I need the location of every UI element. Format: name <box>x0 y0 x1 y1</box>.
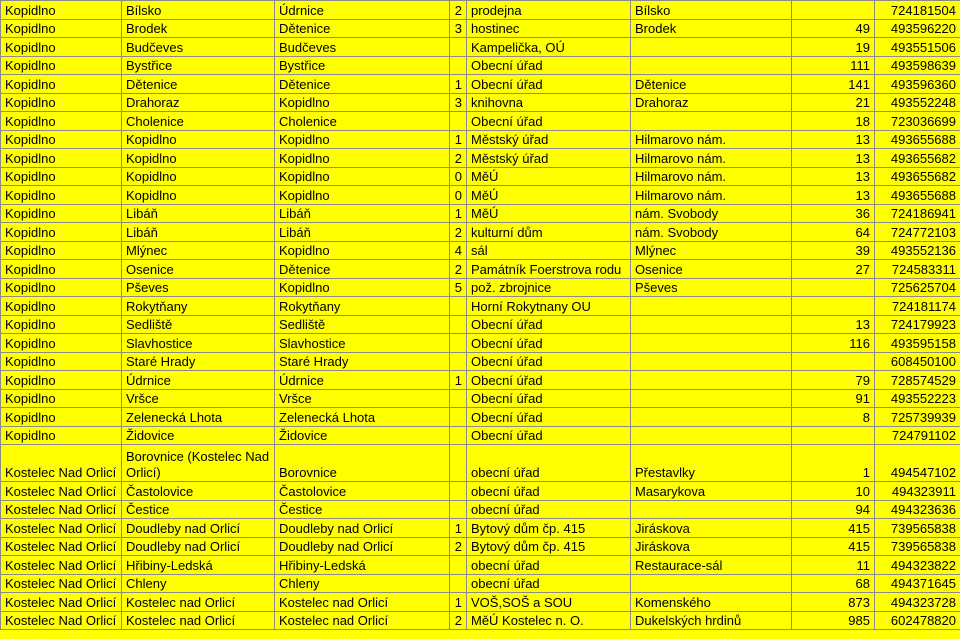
cast-obce-cell[interactable]: Kopidlno <box>275 149 450 168</box>
cp-cell[interactable]: 141 <box>792 75 875 94</box>
cast-obce-cell[interactable]: Čestice <box>275 500 450 519</box>
okres-cell[interactable]: Kopidlno <box>1 204 122 223</box>
okrsek-cell[interactable] <box>450 426 467 445</box>
obec-cell[interactable]: Brodek <box>122 19 275 38</box>
okres-cell[interactable]: Kopidlno <box>1 93 122 112</box>
cp-cell[interactable]: 68 <box>792 574 875 593</box>
okrsek-cell[interactable] <box>450 574 467 593</box>
cast-obce-cell[interactable]: Libáň <box>275 223 450 242</box>
cast-obce-cell[interactable]: Budčeves <box>275 38 450 57</box>
ulice-cell[interactable]: Restaurace-sál <box>631 556 792 575</box>
cp-cell[interactable]: 985 <box>792 611 875 630</box>
misto-cell[interactable]: VOŠ,SOŠ a SOU <box>467 593 631 612</box>
misto-cell[interactable]: Obecní úřad <box>467 112 631 131</box>
obec-cell[interactable]: Údrnice <box>122 371 275 390</box>
ulice-cell[interactable]: nám. Svobody <box>631 223 792 242</box>
cp-cell[interactable]: 49 <box>792 19 875 38</box>
cast-obce-cell[interactable]: Kopidlno <box>275 241 450 260</box>
ulice-cell[interactable] <box>631 112 792 131</box>
table-row <box>1 93 960 112</box>
obec-cell[interactable]: Libáň <box>122 204 275 223</box>
cp-cell[interactable]: 13 <box>792 315 875 334</box>
okres-cell[interactable]: Kostelec Nad Orlicí <box>1 519 122 538</box>
okrsek-cell[interactable]: 1 <box>450 75 467 94</box>
okres-cell[interactable]: Kopidlno <box>1 426 122 445</box>
okres-cell[interactable]: Kopidlno <box>1 112 122 131</box>
cp-cell[interactable]: 13 <box>792 149 875 168</box>
cp-cell[interactable]: 10 <box>792 482 875 501</box>
telefon-cell[interactable]: 493655682 <box>875 167 960 186</box>
obec-cell[interactable]: Staré Hrady <box>122 352 275 371</box>
okres-cell[interactable]: Kopidlno <box>1 186 122 205</box>
ulice-cell[interactable]: Dětenice <box>631 75 792 94</box>
telefon-cell[interactable]: 725739939 <box>875 408 960 427</box>
misto-cell[interactable]: Obecní úřad <box>467 426 631 445</box>
obec-cell[interactable]: Kostelec nad Orlicí <box>122 593 275 612</box>
ulice-cell[interactable]: Bílsko <box>631 1 792 20</box>
table-row <box>1 389 960 408</box>
table-row <box>1 537 960 556</box>
obec-cell[interactable]: Doudleby nad Orlicí <box>122 537 275 556</box>
okres-cell[interactable]: Kostelec Nad Orlicí <box>1 537 122 556</box>
table-row <box>1 500 960 519</box>
misto-cell[interactable]: obecní úřad <box>467 445 631 482</box>
table-row <box>1 593 960 612</box>
misto-cell[interactable]: MěÚ <box>467 167 631 186</box>
ulice-cell[interactable]: Hilmarovo nám. <box>631 167 792 186</box>
misto-cell[interactable]: obecní úřad <box>467 500 631 519</box>
table-row <box>1 556 960 575</box>
misto-cell[interactable]: Obecní úřad <box>467 389 631 408</box>
table-row <box>1 445 960 482</box>
okres-cell[interactable]: Kopidlno <box>1 297 122 316</box>
telefon-cell[interactable]: 739565838 <box>875 519 960 538</box>
table-row <box>1 75 960 94</box>
okres-cell[interactable]: Kopidlno <box>1 241 122 260</box>
obec-cell[interactable]: Čestice <box>122 500 275 519</box>
telefon-cell[interactable]: 493596360 <box>875 75 960 94</box>
misto-cell[interactable]: prodejna <box>467 1 631 20</box>
cast-obce-cell[interactable]: Borovnice <box>275 445 450 482</box>
table-body <box>1 1 960 630</box>
cast-obce-cell[interactable]: Vršce <box>275 389 450 408</box>
ulice-cell[interactable] <box>631 38 792 57</box>
table-row <box>1 278 960 297</box>
misto-cell[interactable]: obecní úřad <box>467 574 631 593</box>
cast-obce-cell[interactable]: Zelenecká Lhota <box>275 408 450 427</box>
okres-cell[interactable]: Kopidlno <box>1 56 122 75</box>
misto-cell[interactable]: sál <box>467 241 631 260</box>
cp-cell[interactable]: 13 <box>792 130 875 149</box>
telefon-cell[interactable]: 724772103 <box>875 223 960 242</box>
cast-obce-cell[interactable]: Údrnice <box>275 1 450 20</box>
obec-cell[interactable]: Drahoraz <box>122 93 275 112</box>
cp-cell[interactable]: 415 <box>792 519 875 538</box>
cast-obce-cell[interactable]: Slavhostice <box>275 334 450 353</box>
misto-cell[interactable]: Obecní úřad <box>467 352 631 371</box>
obec-cell[interactable]: Kopidlno <box>122 149 275 168</box>
cast-obce-cell[interactable]: Údrnice <box>275 371 450 390</box>
table-row <box>1 334 960 353</box>
okres-cell[interactable]: Kopidlno <box>1 1 122 20</box>
misto-cell[interactable]: Památník Foerstrova rodu <box>467 260 631 279</box>
telefon-cell[interactable]: 493551506 <box>875 38 960 57</box>
okres-cell[interactable]: Kopidlno <box>1 334 122 353</box>
okrsek-cell[interactable] <box>450 56 467 75</box>
ulice-cell[interactable] <box>631 371 792 390</box>
table-row <box>1 130 960 149</box>
ulice-cell[interactable]: Mlýnec <box>631 241 792 260</box>
telefon-cell[interactable]: 494371645 <box>875 574 960 593</box>
ulice-cell[interactable]: Masarykova <box>631 482 792 501</box>
okres-cell[interactable]: Kopidlno <box>1 352 122 371</box>
okrsek-cell[interactable]: 1 <box>450 593 467 612</box>
okrsek-cell[interactable] <box>450 112 467 131</box>
table-row <box>1 112 960 131</box>
telefon-cell[interactable]: 493595158 <box>875 334 960 353</box>
misto-cell[interactable]: pož. zbrojnice <box>467 278 631 297</box>
cast-obce-cell[interactable]: Libáň <box>275 204 450 223</box>
telefon-cell[interactable]: 724186941 <box>875 204 960 223</box>
cast-obce-cell[interactable]: Staré Hrady <box>275 352 450 371</box>
okres-cell[interactable]: Kostelec Nad Orlicí <box>1 593 122 612</box>
cp-cell[interactable]: 19 <box>792 38 875 57</box>
ulice-cell[interactable]: Pševes <box>631 278 792 297</box>
misto-cell[interactable]: MěÚ <box>467 204 631 223</box>
misto-cell[interactable]: Obecní úřad <box>467 56 631 75</box>
telefon-cell[interactable]: 724181174 <box>875 297 960 316</box>
okrsek-cell[interactable]: 1 <box>450 371 467 390</box>
cast-obce-cell[interactable]: Doudleby nad Orlicí <box>275 537 450 556</box>
cast-obce-cell[interactable]: Kopidlno <box>275 93 450 112</box>
obec-cell[interactable]: Rokytňany <box>122 297 275 316</box>
okrsek-cell[interactable]: 3 <box>450 93 467 112</box>
telefon-cell[interactable]: 724179923 <box>875 315 960 334</box>
cast-obce-cell[interactable]: Kopidlno <box>275 130 450 149</box>
okrsek-cell[interactable] <box>450 408 467 427</box>
cp-cell[interactable]: 13 <box>792 167 875 186</box>
ulice-cell[interactable] <box>631 352 792 371</box>
ulice-cell[interactable]: Hilmarovo nám. <box>631 186 792 205</box>
table-row <box>1 426 960 445</box>
cp-cell[interactable]: 18 <box>792 112 875 131</box>
cast-obce-cell[interactable]: Kostelec nad Orlicí <box>275 593 450 612</box>
okres-cell[interactable]: Kopidlno <box>1 19 122 38</box>
okres-cell[interactable]: Kopidlno <box>1 130 122 149</box>
telefon-cell[interactable]: 494323636 <box>875 500 960 519</box>
ulice-cell[interactable]: Přestavlky <box>631 445 792 482</box>
okres-cell[interactable]: Kopidlno <box>1 75 122 94</box>
okrsek-cell[interactable] <box>450 389 467 408</box>
table-row <box>1 167 960 186</box>
okrsek-cell[interactable] <box>450 352 467 371</box>
ulice-cell[interactable] <box>631 315 792 334</box>
cast-obce-cell[interactable]: Hřibiny-Ledská <box>275 556 450 575</box>
ulice-cell[interactable] <box>631 56 792 75</box>
okres-cell[interactable]: Kopidlno <box>1 408 122 427</box>
cp-cell[interactable]: 111 <box>792 56 875 75</box>
okrsek-cell[interactable]: 5 <box>450 278 467 297</box>
obec-cell[interactable]: Zelenecká Lhota <box>122 408 275 427</box>
cast-obce-cell[interactable]: Kostelec nad Orlicí <box>275 611 450 630</box>
cp-cell[interactable]: 873 <box>792 593 875 612</box>
ulice-cell[interactable] <box>631 500 792 519</box>
table-row <box>1 611 960 630</box>
cp-cell[interactable] <box>792 426 875 445</box>
cast-obce-cell[interactable]: Židovice <box>275 426 450 445</box>
misto-cell[interactable]: Obecní úřad <box>467 315 631 334</box>
ulice-cell[interactable] <box>631 426 792 445</box>
table-row <box>1 352 960 371</box>
okrsek-cell[interactable]: 2 <box>450 223 467 242</box>
ulice-cell[interactable]: Hilmarovo nám. <box>631 149 792 168</box>
obec-cell[interactable]: Vršce <box>122 389 275 408</box>
okrsek-cell[interactable]: 4 <box>450 241 467 260</box>
obec-cell[interactable]: Doudleby nad Orlicí <box>122 519 275 538</box>
telefon-cell[interactable]: 739565838 <box>875 537 960 556</box>
table-row <box>1 186 960 205</box>
misto-cell[interactable]: obecní úřad <box>467 556 631 575</box>
cp-cell[interactable]: 64 <box>792 223 875 242</box>
table-row <box>1 56 960 75</box>
misto-cell[interactable]: Kampelička, OÚ <box>467 38 631 57</box>
telefon-cell[interactable]: 494547102 <box>875 445 960 482</box>
telefon-cell[interactable]: 493655688 <box>875 130 960 149</box>
okres-cell[interactable]: Kostelec Nad Orlicí <box>1 556 122 575</box>
misto-cell[interactable]: Obecní úřad <box>467 75 631 94</box>
ulice-cell[interactable]: Dukelských hrdinů <box>631 611 792 630</box>
okrsek-cell[interactable]: 0 <box>450 167 467 186</box>
misto-cell[interactable]: Horní Rokytnany OU <box>467 297 631 316</box>
ulice-cell[interactable] <box>631 408 792 427</box>
table-row <box>1 519 960 538</box>
obec-cell[interactable]: Dětenice <box>122 75 275 94</box>
okres-cell[interactable]: Kopidlno <box>1 371 122 390</box>
okres-cell[interactable]: Kostelec Nad Orlicí <box>1 611 122 630</box>
ulice-cell[interactable] <box>631 297 792 316</box>
okrsek-cell[interactable]: 2 <box>450 260 467 279</box>
table-row <box>1 223 960 242</box>
obec-cell[interactable]: Chleny <box>122 574 275 593</box>
ulice-cell[interactable]: Hilmarovo nám. <box>631 130 792 149</box>
ulice-cell[interactable]: nám. Svobody <box>631 204 792 223</box>
obec-cell[interactable]: Bílsko <box>122 1 275 20</box>
cp-cell[interactable]: 91 <box>792 389 875 408</box>
ulice-cell[interactable] <box>631 574 792 593</box>
table-row <box>1 315 960 334</box>
misto-cell[interactable]: Bytový dům čp. 415 <box>467 519 631 538</box>
cast-obce-cell[interactable]: Chleny <box>275 574 450 593</box>
obec-cell[interactable]: Pševes <box>122 278 275 297</box>
ulice-cell[interactable]: Jiráskova <box>631 537 792 556</box>
okrsek-cell[interactable] <box>450 556 467 575</box>
okres-cell[interactable]: Kopidlno <box>1 167 122 186</box>
okrsek-cell[interactable]: 2 <box>450 537 467 556</box>
obec-cell[interactable]: Židovice <box>122 426 275 445</box>
okrsek-cell[interactable]: 1 <box>450 204 467 223</box>
obec-cell[interactable]: Cholenice <box>122 112 275 131</box>
telefon-cell[interactable]: 494323728 <box>875 593 960 612</box>
okrsek-cell[interactable] <box>450 297 467 316</box>
telefon-cell[interactable]: 493655682 <box>875 149 960 168</box>
okrsek-cell[interactable] <box>450 334 467 353</box>
okrsek-cell[interactable] <box>450 500 467 519</box>
cp-cell[interactable] <box>792 278 875 297</box>
misto-cell[interactable]: Městský úřad <box>467 130 631 149</box>
cp-cell[interactable]: 8 <box>792 408 875 427</box>
misto-cell[interactable]: hostinec <box>467 19 631 38</box>
table-row <box>1 38 960 57</box>
table-row <box>1 19 960 38</box>
okrsek-cell[interactable]: 2 <box>450 1 467 20</box>
cast-obce-cell[interactable]: Doudleby nad Orlicí <box>275 519 450 538</box>
telefon-cell[interactable]: 494323822 <box>875 556 960 575</box>
cast-obce-cell[interactable]: Rokytňany <box>275 297 450 316</box>
okrsek-cell[interactable]: 1 <box>450 130 467 149</box>
okres-cell[interactable]: Kopidlno <box>1 38 122 57</box>
okrsek-cell[interactable]: 2 <box>450 611 467 630</box>
ulice-cell[interactable]: Jiráskova <box>631 519 792 538</box>
telefon-cell[interactable]: 728574529 <box>875 371 960 390</box>
cast-obce-cell[interactable]: Kopidlno <box>275 186 450 205</box>
okrsek-cell[interactable]: 2 <box>450 149 467 168</box>
cast-obce-cell[interactable]: Kopidlno <box>275 278 450 297</box>
okres-cell[interactable]: Kostelec Nad Orlicí <box>1 574 122 593</box>
cast-obce-cell[interactable]: Cholenice <box>275 112 450 131</box>
telefon-cell[interactable]: 724181504 <box>875 1 960 20</box>
obec-cell[interactable]: Hřibiny-Ledská <box>122 556 275 575</box>
okrsek-cell[interactable]: 0 <box>450 186 467 205</box>
misto-cell[interactable]: MěÚ Kostelec n. O. <box>467 611 631 630</box>
okrsek-cell[interactable] <box>450 315 467 334</box>
misto-cell[interactable]: obecní úřad <box>467 482 631 501</box>
cp-cell[interactable] <box>792 1 875 20</box>
telefon-cell[interactable]: 494323911 <box>875 482 960 501</box>
misto-cell[interactable]: kulturní dům <box>467 223 631 242</box>
obec-cell[interactable]: Kostelec nad Orlicí <box>122 611 275 630</box>
obec-cell[interactable]: Kopidlno <box>122 130 275 149</box>
cp-cell[interactable]: 1 <box>792 445 875 482</box>
ulice-cell[interactable]: Drahoraz <box>631 93 792 112</box>
okres-cell[interactable]: Kostelec Nad Orlicí <box>1 445 122 482</box>
cp-cell[interactable]: 13 <box>792 186 875 205</box>
cp-cell[interactable]: 79 <box>792 371 875 390</box>
cp-cell[interactable]: 27 <box>792 260 875 279</box>
ulice-cell[interactable] <box>631 389 792 408</box>
cast-obce-cell[interactable]: Kopidlno <box>275 167 450 186</box>
cp-cell[interactable] <box>792 297 875 316</box>
okres-cell[interactable]: Kostelec Nad Orlicí <box>1 500 122 519</box>
okres-cell[interactable]: Kopidlno <box>1 389 122 408</box>
obec-cell[interactable]: Bystřice <box>122 56 275 75</box>
obec-cell[interactable]: Slavhostice <box>122 334 275 353</box>
cast-obce-cell[interactable]: Bystřice <box>275 56 450 75</box>
telefon-cell[interactable]: 608450100 <box>875 352 960 371</box>
cast-obce-cell[interactable]: Dětenice <box>275 260 450 279</box>
cp-cell[interactable]: 11 <box>792 556 875 575</box>
cp-cell[interactable]: 36 <box>792 204 875 223</box>
table-row <box>1 1 960 20</box>
misto-cell[interactable]: Obecní úřad <box>467 334 631 353</box>
telefon-cell[interactable]: 493552223 <box>875 389 960 408</box>
telefon-cell[interactable]: 602478820 <box>875 611 960 630</box>
table-row <box>1 241 960 260</box>
okrsek-cell[interactable]: 3 <box>450 19 467 38</box>
telefon-cell[interactable]: 724583311 <box>875 260 960 279</box>
cp-cell[interactable]: 116 <box>792 334 875 353</box>
cast-obce-cell[interactable]: Dětenice <box>275 19 450 38</box>
table-row <box>1 260 960 279</box>
ulice-cell[interactable] <box>631 334 792 353</box>
telefon-cell[interactable]: 493552136 <box>875 241 960 260</box>
misto-cell[interactable]: Bytový dům čp. 415 <box>467 537 631 556</box>
cp-cell[interactable]: 94 <box>792 500 875 519</box>
okres-cell[interactable]: Kopidlno <box>1 260 122 279</box>
telefon-cell[interactable]: 724791102 <box>875 426 960 445</box>
okres-cell[interactable]: Kopidlno <box>1 149 122 168</box>
table-row <box>1 482 960 501</box>
obec-cell[interactable]: Mlýnec <box>122 241 275 260</box>
ulice-cell[interactable]: Osenice <box>631 260 792 279</box>
obec-cell[interactable]: Budčeves <box>122 38 275 57</box>
telefon-cell[interactable]: 493655688 <box>875 186 960 205</box>
cp-cell[interactable]: 21 <box>792 93 875 112</box>
table-row <box>1 149 960 168</box>
cast-obce-cell[interactable]: Sedliště <box>275 315 450 334</box>
okres-cell[interactable]: Kopidlno <box>1 278 122 297</box>
misto-cell[interactable]: Obecní úřad <box>467 408 631 427</box>
cp-cell[interactable]: 415 <box>792 537 875 556</box>
telefon-cell[interactable]: 493598639 <box>875 56 960 75</box>
okrsek-cell[interactable] <box>450 482 467 501</box>
obec-cell[interactable]: Libáň <box>122 223 275 242</box>
obec-cell[interactable]: Sedliště <box>122 315 275 334</box>
ulice-cell[interactable]: Komenského <box>631 593 792 612</box>
okres-cell[interactable]: Kostelec Nad Orlicí <box>1 482 122 501</box>
telefon-cell[interactable]: 493552248 <box>875 93 960 112</box>
ulice-cell[interactable]: Brodek <box>631 19 792 38</box>
table-row <box>1 408 960 427</box>
okrsek-cell[interactable] <box>450 445 467 482</box>
obec-cell[interactable]: Kopidlno <box>122 186 275 205</box>
obec-cell[interactable]: Osenice <box>122 260 275 279</box>
table-row <box>1 204 960 223</box>
cp-cell[interactable] <box>792 352 875 371</box>
obec-cell[interactable]: Častolovice <box>122 482 275 501</box>
obec-cell[interactable]: Kopidlno <box>122 167 275 186</box>
misto-cell[interactable]: Městský úřad <box>467 149 631 168</box>
cp-cell[interactable]: 39 <box>792 241 875 260</box>
okrsek-cell[interactable] <box>450 38 467 57</box>
okrsek-cell[interactable]: 1 <box>450 519 467 538</box>
telefon-cell[interactable]: 723036699 <box>875 112 960 131</box>
table-row <box>1 297 960 316</box>
misto-cell[interactable]: MěÚ <box>467 186 631 205</box>
cast-obce-cell[interactable]: Častolovice <box>275 482 450 501</box>
telefon-cell[interactable]: 725625704 <box>875 278 960 297</box>
table-row <box>1 371 960 390</box>
misto-cell[interactable]: Obecní úřad <box>467 371 631 390</box>
obec-cell[interactable]: Borovnice (Kostelec Nad Orlicí) <box>122 445 275 482</box>
misto-cell[interactable]: knihovna <box>467 93 631 112</box>
cast-obce-cell[interactable]: Dětenice <box>275 75 450 94</box>
okres-cell[interactable]: Kopidlno <box>1 315 122 334</box>
telefon-cell[interactable]: 493596220 <box>875 19 960 38</box>
table-row <box>1 574 960 593</box>
okres-cell[interactable]: Kopidlno <box>1 223 122 242</box>
